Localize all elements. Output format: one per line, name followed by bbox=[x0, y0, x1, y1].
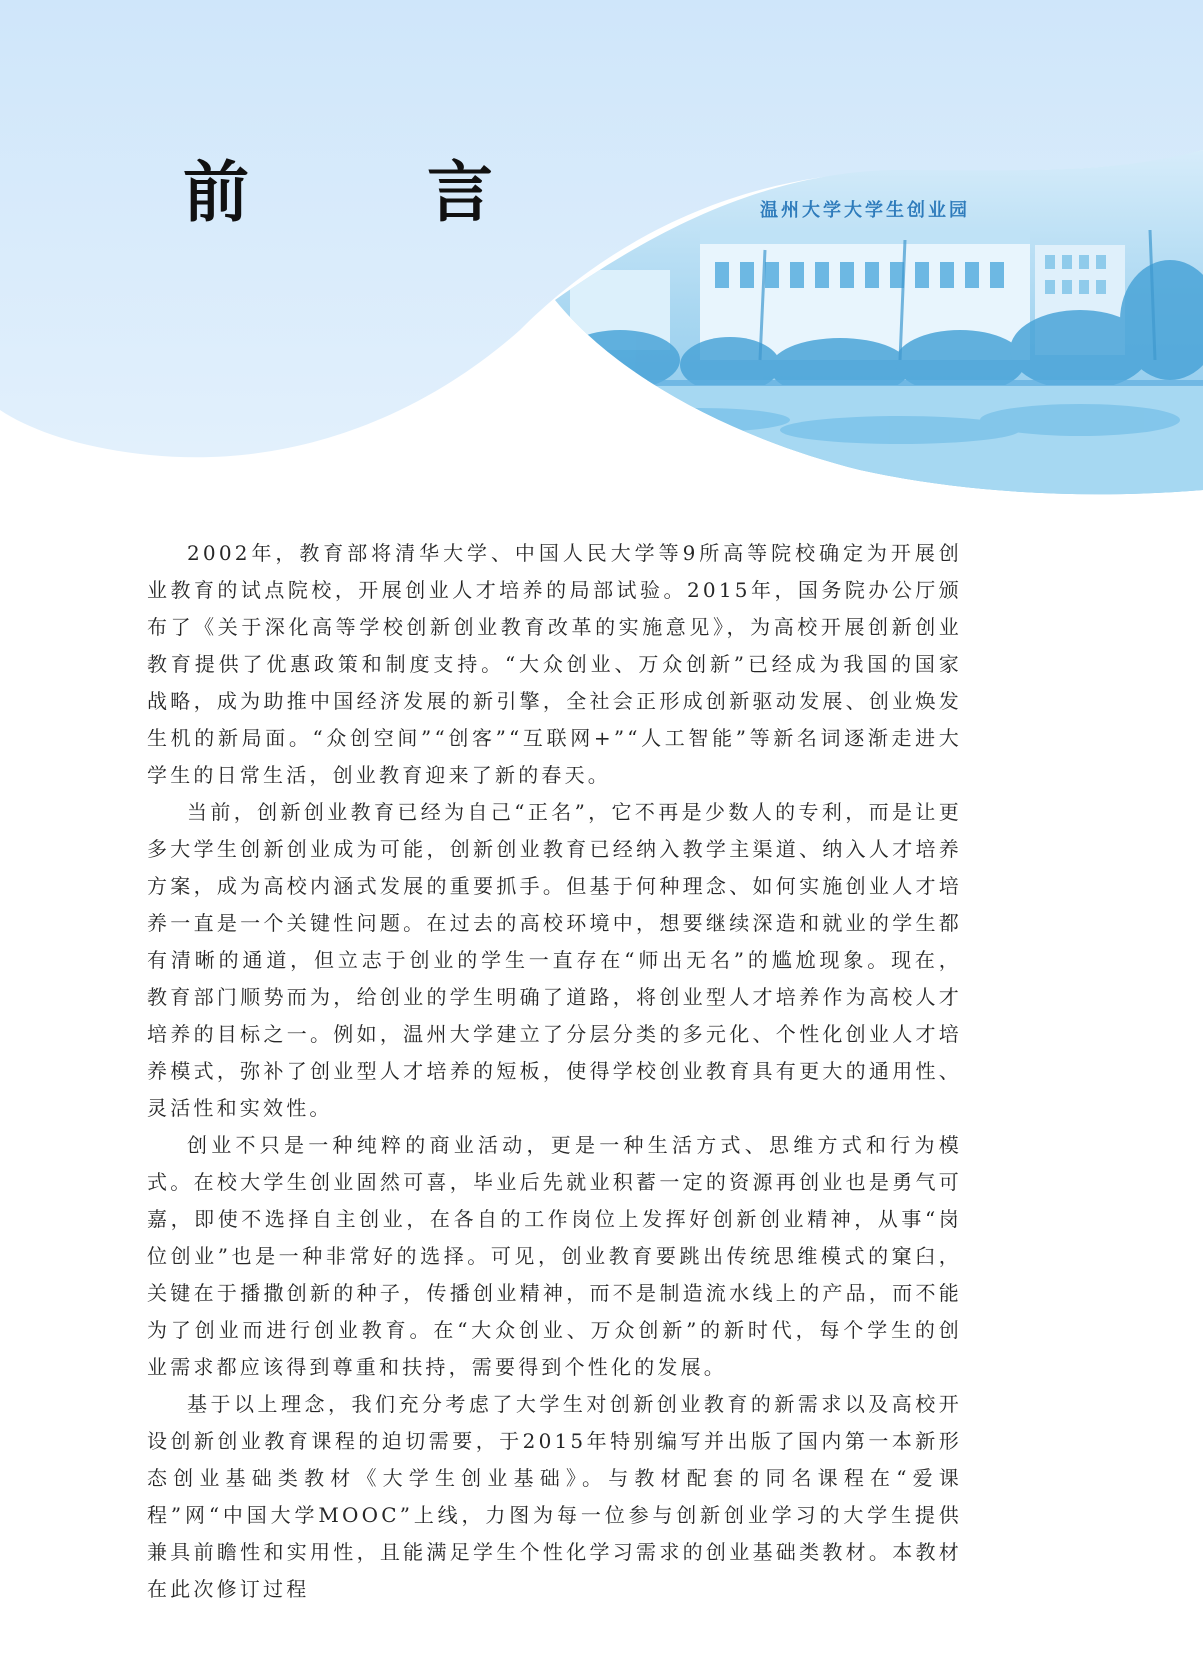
paragraph-4: 基于以上理念，我们充分考虑了大学生对创新创业教育的新需求以及高校开设创新创业教育课程的迫切需要，于2015年特别编写并出版了国内第一本新形态创业基础类教材《大学生创业基础》。与教材配套的同名课程在“爱课程”网“中国大学MOOC”上线，力图为每一位参与创新创业学习的大学生提供兼具前瞻性和实用性，且能满足学生个性化学习需求的创业基础类教材。本教材在此次修订过程 bbox=[147, 1392, 962, 1601]
paragraph-1: 2002年，教育部将清华大学、中国人民大学等9所高等院校确定为开展创业教育的试点院校，开展创业人才培养的局部试验。2015年，国务院办公厅颁布了《关于深化高等学校创新创业教育改革的实施意见》，为高校开展创新创业教育提供了优惠政策和制度支持。“大众创业、万众创新”已经成为我国的国家战略，成为助推中国经济发展的新引擎，全社会正形成创新驱动发展、创业焕发生机的新局面。“众创空间”“创客”“互联网+”“人工智能”等新名词逐渐走进大学生的日常生活，创业教育迎来了新的春天。 bbox=[147, 541, 962, 787]
header-banner bbox=[0, 0, 1203, 520]
paragraph-3: 创业不只是一种纯粹的商业活动，更是一种生活方式、思维方式和行为模式。在校大学生创业固然可喜，毕业后先就业积蓄一定的资源再创业也是勇气可嘉，即使不选择自主创业，在各自的工作岗位上发挥好创新创业精神，从事“岗位创业”也是一种非常好的选择。可见，创业教育要跳出传统思维模式的窠臼，关键在于播撒创新的种子，传播创业精神，而不是制造流水线上的产品，而不能为了创业而进行创业教育。在“大众创业、万众创新”的新时代，每个学生的创业需求都应该得到尊重和扶持，需要得到个性化的发展。 bbox=[147, 1133, 962, 1379]
building-sign: 温州大学大学生创业园 bbox=[760, 200, 970, 221]
preface-body bbox=[147, 535, 962, 1608]
page-title: 前 言 bbox=[183, 154, 549, 231]
paragraph-2: 当前，创新创业教育已经为自己“正名”，它不再是少数人的专利，而是让更多大学生创新创业成为可能，创新创业教育已经纳入教学主渠道、纳入人才培养方案，成为高校内涵式发展的重要抓手。但基于何种理念、如何实施创业人才培养一直是一个关键性问题。在过去的高校环境中，想要继续深造和就业的学生都有清晰的通道，但立志于创业的学生一直存在“师出无名”的尴尬现象。现在，教育部门顺势而为，给创业的学生明确了道路，将创业型人才培养作为高校人才培养的目标之一。例如，温州大学建立了分层分类的多元化、个性化创业人才培养模式，弥补了创业型人才培养的短板，使得学校创业教育具有更大的通用性、灵活性和实效性。 bbox=[147, 800, 962, 1120]
